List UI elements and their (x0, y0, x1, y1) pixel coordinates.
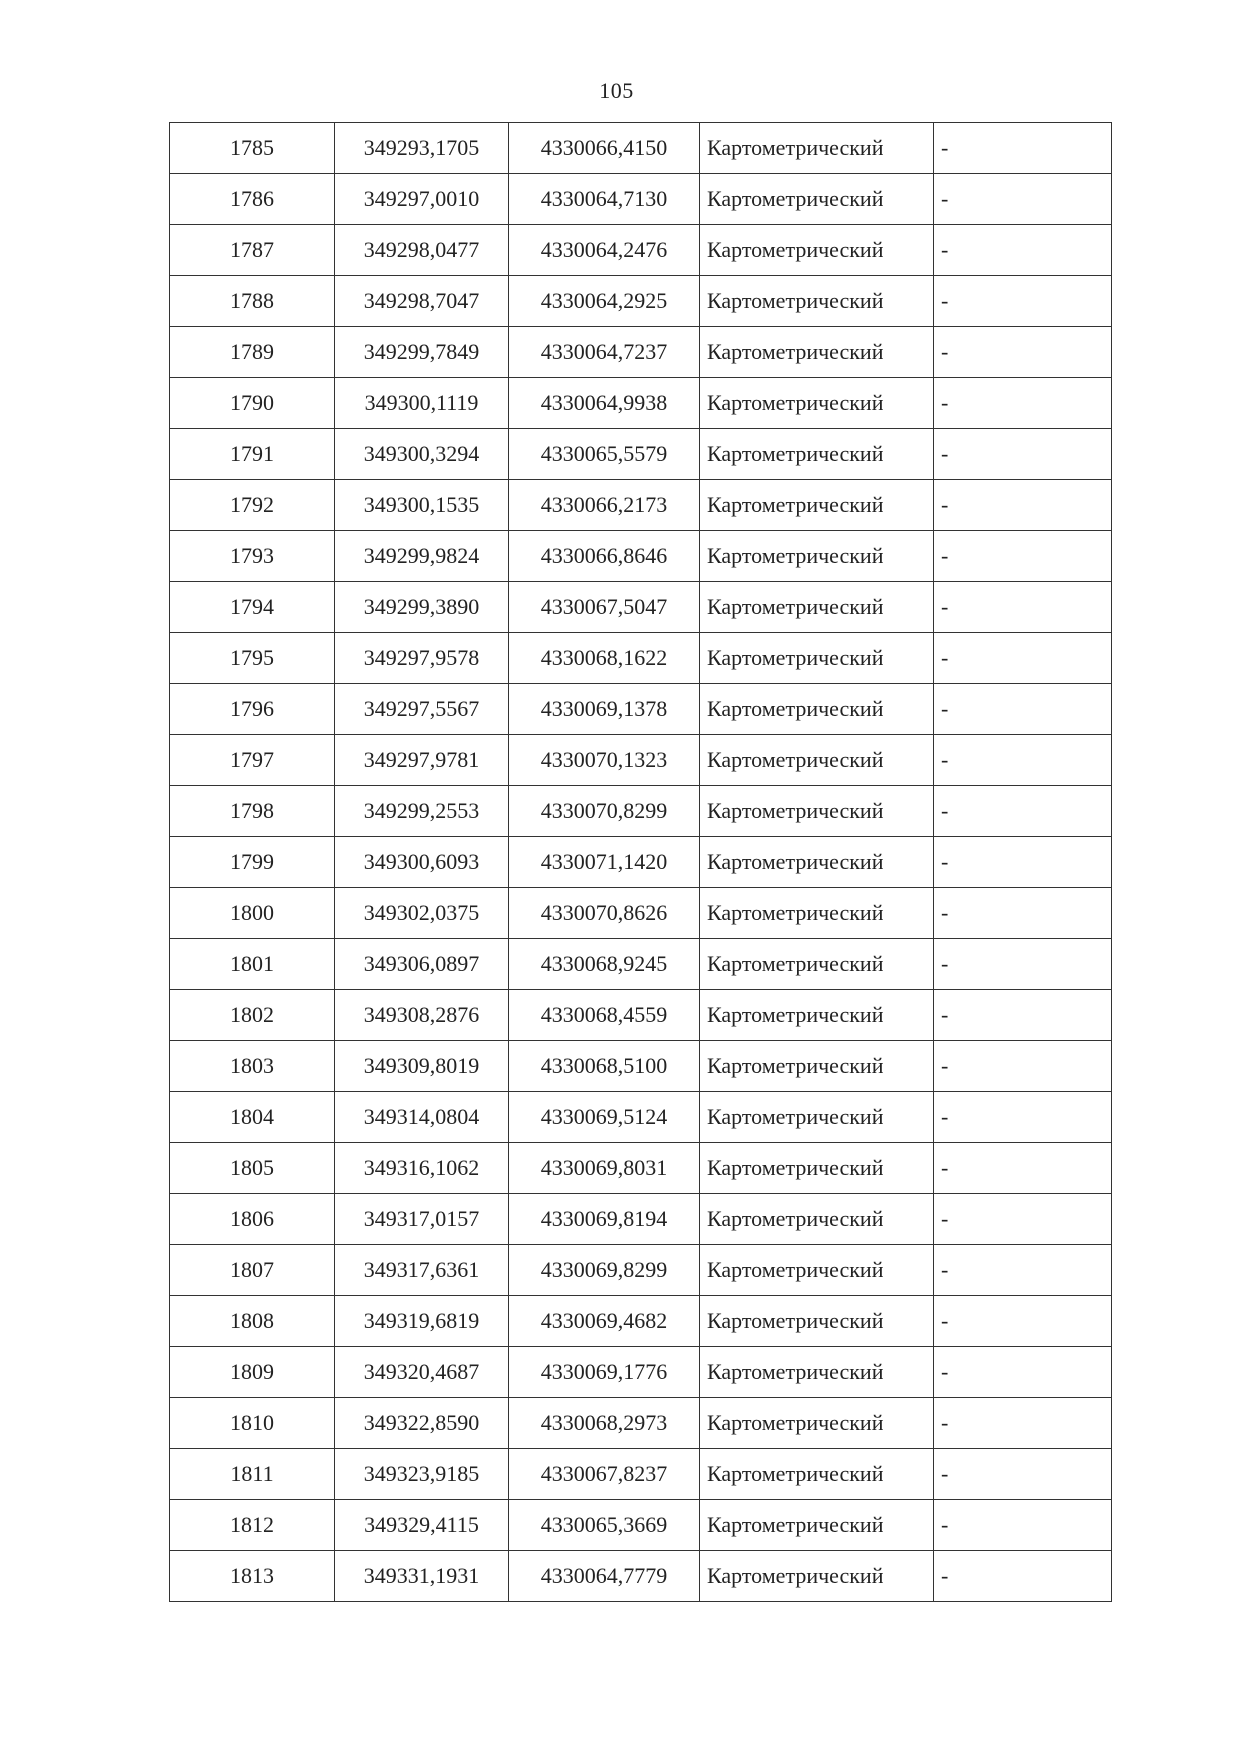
point-number-cell: 1811 (170, 1449, 335, 1500)
description-cell: - (934, 1143, 1112, 1194)
description-cell: - (934, 480, 1112, 531)
table-row (170, 1551, 1112, 1602)
description-cell: - (934, 633, 1112, 684)
point-number-cell: 1794 (170, 582, 335, 633)
point-number-cell: 1796 (170, 684, 335, 735)
table-row (170, 1194, 1112, 1245)
table-row (170, 990, 1112, 1041)
method-cell: Картометрический (700, 1500, 934, 1551)
point-number-cell: 1785 (170, 123, 335, 174)
x-coordinate-cell: 349331,1931 (335, 1551, 509, 1602)
method-cell: Картометрический (700, 786, 934, 837)
x-coordinate-cell: 349300,3294 (335, 429, 509, 480)
y-coordinate-cell: 4330069,8194 (509, 1194, 700, 1245)
point-number-cell: 1791 (170, 429, 335, 480)
method-cell: Картометрический (700, 1092, 934, 1143)
y-coordinate-cell: 4330067,8237 (509, 1449, 700, 1500)
method-cell: Картометрический (700, 276, 934, 327)
x-coordinate-cell: 349299,3890 (335, 582, 509, 633)
description-cell: - (934, 327, 1112, 378)
method-cell: Картометрический (700, 1245, 934, 1296)
y-coordinate-cell: 4330070,1323 (509, 735, 700, 786)
x-coordinate-cell: 349298,7047 (335, 276, 509, 327)
method-cell: Картометрический (700, 1143, 934, 1194)
table-row (170, 378, 1112, 429)
table-row (170, 888, 1112, 939)
description-cell: - (934, 1245, 1112, 1296)
y-coordinate-cell: 4330068,4559 (509, 990, 700, 1041)
method-cell: Картометрический (700, 582, 934, 633)
method-cell: Картометрический (700, 1194, 934, 1245)
x-coordinate-cell: 349329,4115 (335, 1500, 509, 1551)
y-coordinate-cell: 4330064,2476 (509, 225, 700, 276)
x-coordinate-cell: 349323,9185 (335, 1449, 509, 1500)
table-row (170, 684, 1112, 735)
x-coordinate-cell: 349297,9578 (335, 633, 509, 684)
x-coordinate-cell: 349299,9824 (335, 531, 509, 582)
table-row (170, 123, 1112, 174)
table-row (170, 429, 1112, 480)
description-cell: - (934, 225, 1112, 276)
y-coordinate-cell: 4330068,1622 (509, 633, 700, 684)
y-coordinate-cell: 4330064,7237 (509, 327, 700, 378)
table-row (170, 480, 1112, 531)
point-number-cell: 1802 (170, 990, 335, 1041)
description-cell: - (934, 378, 1112, 429)
method-cell: Картометрический (700, 1041, 934, 1092)
description-cell: - (934, 276, 1112, 327)
y-coordinate-cell: 4330069,1776 (509, 1347, 700, 1398)
x-coordinate-cell: 349297,9781 (335, 735, 509, 786)
y-coordinate-cell: 4330070,8626 (509, 888, 700, 939)
point-number-cell: 1797 (170, 735, 335, 786)
table-row (170, 174, 1112, 225)
table-row (170, 1092, 1112, 1143)
table-row (170, 939, 1112, 990)
table-row (170, 582, 1112, 633)
description-cell: - (934, 837, 1112, 888)
description-cell: - (934, 990, 1112, 1041)
y-coordinate-cell: 4330065,5579 (509, 429, 700, 480)
table-row (170, 225, 1112, 276)
point-number-cell: 1787 (170, 225, 335, 276)
x-coordinate-cell: 349300,1535 (335, 480, 509, 531)
point-number-cell: 1788 (170, 276, 335, 327)
table-row (170, 1245, 1112, 1296)
table-row (170, 1398, 1112, 1449)
x-coordinate-cell: 349308,2876 (335, 990, 509, 1041)
point-number-cell: 1793 (170, 531, 335, 582)
point-number-cell: 1799 (170, 837, 335, 888)
point-number-cell: 1812 (170, 1500, 335, 1551)
y-coordinate-cell: 4330064,9938 (509, 378, 700, 429)
point-number-cell: 1792 (170, 480, 335, 531)
y-coordinate-cell: 4330068,5100 (509, 1041, 700, 1092)
description-cell: - (934, 888, 1112, 939)
x-coordinate-cell: 349302,0375 (335, 888, 509, 939)
y-coordinate-cell: 4330068,2973 (509, 1398, 700, 1449)
x-coordinate-cell: 349298,0477 (335, 225, 509, 276)
method-cell: Картометрический (700, 480, 934, 531)
x-coordinate-cell: 349300,1119 (335, 378, 509, 429)
y-coordinate-cell: 4330064,7130 (509, 174, 700, 225)
table-row (170, 1347, 1112, 1398)
point-number-cell: 1803 (170, 1041, 335, 1092)
description-cell: - (934, 429, 1112, 480)
table-row (170, 735, 1112, 786)
point-number-cell: 1804 (170, 1092, 335, 1143)
method-cell: Картометрический (700, 939, 934, 990)
method-cell: Картометрический (700, 429, 934, 480)
y-coordinate-cell: 4330066,2173 (509, 480, 700, 531)
x-coordinate-cell: 349320,4687 (335, 1347, 509, 1398)
method-cell: Картометрический (700, 684, 934, 735)
description-cell: - (934, 1551, 1112, 1602)
table-row (170, 1143, 1112, 1194)
description-cell: - (934, 684, 1112, 735)
y-coordinate-cell: 4330065,3669 (509, 1500, 700, 1551)
y-coordinate-cell: 4330070,8299 (509, 786, 700, 837)
method-cell: Картометрический (700, 327, 934, 378)
table-row (170, 786, 1112, 837)
x-coordinate-cell: 349317,0157 (335, 1194, 509, 1245)
table-row (170, 837, 1112, 888)
y-coordinate-cell: 4330069,5124 (509, 1092, 700, 1143)
description-cell: - (934, 735, 1112, 786)
method-cell: Картометрический (700, 225, 934, 276)
point-number-cell: 1808 (170, 1296, 335, 1347)
description-cell: - (934, 1092, 1112, 1143)
y-coordinate-cell: 4330064,7779 (509, 1551, 700, 1602)
x-coordinate-cell: 349322,8590 (335, 1398, 509, 1449)
point-number-cell: 1801 (170, 939, 335, 990)
table-row (170, 1449, 1112, 1500)
table-row (170, 1296, 1112, 1347)
x-coordinate-cell: 349317,6361 (335, 1245, 509, 1296)
description-cell: - (934, 123, 1112, 174)
y-coordinate-cell: 4330066,4150 (509, 123, 700, 174)
description-cell: - (934, 786, 1112, 837)
table-row (170, 1500, 1112, 1551)
method-cell: Картометрический (700, 1398, 934, 1449)
method-cell: Картометрический (700, 174, 934, 225)
point-number-cell: 1813 (170, 1551, 335, 1602)
point-number-cell: 1809 (170, 1347, 335, 1398)
y-coordinate-cell: 4330069,8031 (509, 1143, 700, 1194)
y-coordinate-cell: 4330067,5047 (509, 582, 700, 633)
table-row (170, 531, 1112, 582)
description-cell: - (934, 1449, 1112, 1500)
method-cell: Картометрический (700, 633, 934, 684)
y-coordinate-cell: 4330068,9245 (509, 939, 700, 990)
y-coordinate-cell: 4330071,1420 (509, 837, 700, 888)
method-cell: Картометрический (700, 378, 934, 429)
description-cell: - (934, 582, 1112, 633)
description-cell: - (934, 1347, 1112, 1398)
point-number-cell: 1795 (170, 633, 335, 684)
method-cell: Картометрический (700, 1449, 934, 1500)
table-row (170, 327, 1112, 378)
x-coordinate-cell: 349299,7849 (335, 327, 509, 378)
description-cell: - (934, 1500, 1112, 1551)
method-cell: Картометрический (700, 735, 934, 786)
x-coordinate-cell: 349293,1705 (335, 123, 509, 174)
x-coordinate-cell: 349300,6093 (335, 837, 509, 888)
point-number-cell: 1807 (170, 1245, 335, 1296)
y-coordinate-cell: 4330069,1378 (509, 684, 700, 735)
point-number-cell: 1789 (170, 327, 335, 378)
point-number-cell: 1786 (170, 174, 335, 225)
y-coordinate-cell: 4330069,4682 (509, 1296, 700, 1347)
table-row (170, 276, 1112, 327)
x-coordinate-cell: 349306,0897 (335, 939, 509, 990)
method-cell: Картометрический (700, 888, 934, 939)
x-coordinate-cell: 349299,2553 (335, 786, 509, 837)
x-coordinate-cell: 349316,1062 (335, 1143, 509, 1194)
method-cell: Картометрический (700, 1296, 934, 1347)
description-cell: - (934, 531, 1112, 582)
method-cell: Картометрический (700, 1551, 934, 1602)
description-cell: - (934, 939, 1112, 990)
x-coordinate-cell: 349319,6819 (335, 1296, 509, 1347)
page-number: 105 (599, 78, 634, 103)
x-coordinate-cell: 349297,0010 (335, 174, 509, 225)
description-cell: - (934, 1194, 1112, 1245)
x-coordinate-cell: 349297,5567 (335, 684, 509, 735)
table-row (170, 1041, 1112, 1092)
method-cell: Картометрический (700, 990, 934, 1041)
x-coordinate-cell: 349314,0804 (335, 1092, 509, 1143)
point-number-cell: 1806 (170, 1194, 335, 1245)
y-coordinate-cell: 4330066,8646 (509, 531, 700, 582)
method-cell: Картометрический (700, 837, 934, 888)
x-coordinate-cell: 349309,8019 (335, 1041, 509, 1092)
method-cell: Картометрический (700, 123, 934, 174)
point-number-cell: 1805 (170, 1143, 335, 1194)
description-cell: - (934, 1296, 1112, 1347)
coordinates-table (169, 122, 1112, 1602)
table-row (170, 633, 1112, 684)
point-number-cell: 1800 (170, 888, 335, 939)
method-cell: Картометрический (700, 1347, 934, 1398)
description-cell: - (934, 1041, 1112, 1092)
description-cell: - (934, 1398, 1112, 1449)
description-cell: - (934, 174, 1112, 225)
point-number-cell: 1798 (170, 786, 335, 837)
point-number-cell: 1810 (170, 1398, 335, 1449)
method-cell: Картометрический (700, 531, 934, 582)
y-coordinate-cell: 4330064,2925 (509, 276, 700, 327)
point-number-cell: 1790 (170, 378, 335, 429)
coordinates-table-body (170, 123, 1112, 1602)
y-coordinate-cell: 4330069,8299 (509, 1245, 700, 1296)
